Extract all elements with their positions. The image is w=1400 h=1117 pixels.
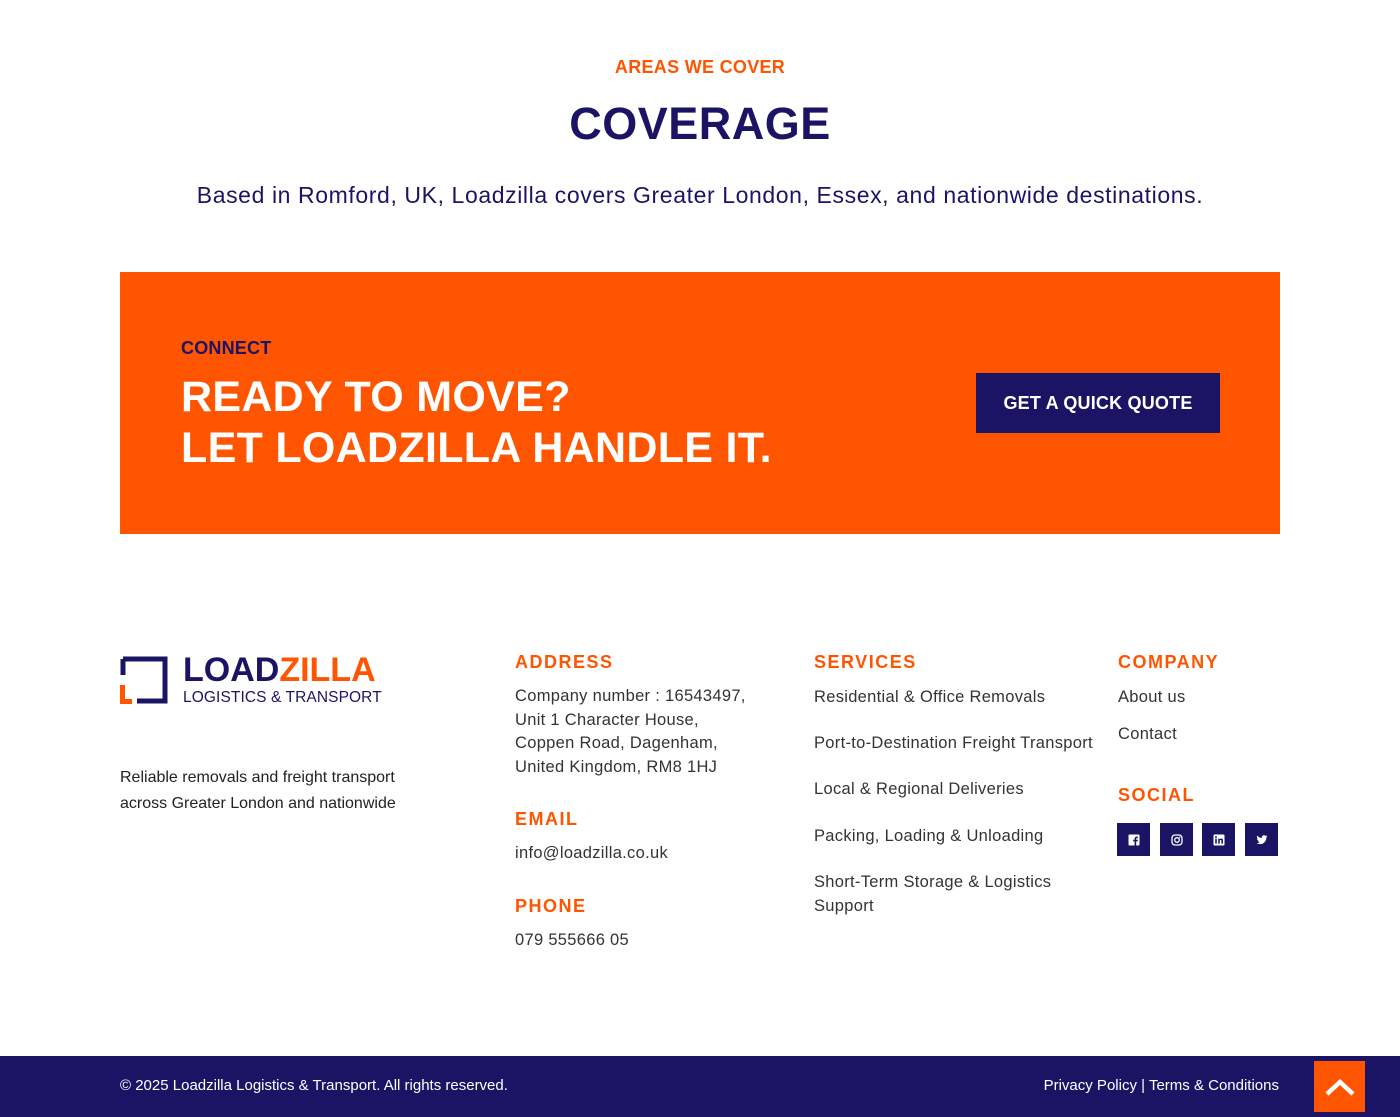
logo-name-part2: ZILLA <box>279 651 376 689</box>
company-link-contact[interactable]: Contact <box>1118 725 1177 743</box>
linkedin-button[interactable] <box>1202 823 1235 856</box>
phone-link[interactable]: 079 555666 05 <box>515 931 630 949</box>
address-line: Coppen Road, Dagenham, <box>515 734 718 752</box>
twitter-button[interactable] <box>1245 823 1278 856</box>
service-link-storage[interactable]: Short-Term Storage & Logistics Support <box>814 873 1052 915</box>
privacy-policy-link[interactable]: Privacy Policy <box>1043 1077 1137 1094</box>
logo-mark-icon <box>120 656 168 704</box>
facebook-button[interactable] <box>1117 823 1150 856</box>
cta-headline <box>181 372 772 474</box>
cta-eyebrow: CONNECT <box>181 338 272 358</box>
footer-logo[interactable] <box>120 653 380 709</box>
legal-separator: | <box>1141 1077 1146 1094</box>
copyright-text: © 2025 Loadzilla Logistics & Transport. All rights reserved. <box>120 1077 508 1094</box>
service-link-deliveries[interactable]: Local & Regional Deliveries <box>814 780 1024 798</box>
cta-headline-line2: LET LOADZILLA HANDLE IT. <box>181 424 772 472</box>
coverage-section <box>0 0 1400 272</box>
service-link-packing[interactable]: Packing, Loading & Unloading <box>814 827 1044 845</box>
social-heading: SOCIAL <box>1118 785 1196 805</box>
logo-name-part1: LOAD <box>183 651 280 689</box>
coverage-description: Based in Romford, UK, Loadzilla covers Greater London, Essex, and nationwide destinations. <box>196 182 1204 208</box>
back-to-top-button[interactable] <box>1314 1061 1365 1112</box>
logo-wordmark <box>183 651 376 690</box>
company-heading: COMPANY <box>1118 652 1220 672</box>
linkedin-icon <box>1213 834 1225 846</box>
address-line: Unit 1 Character House, <box>515 710 699 729</box>
address-line: United Kingdom, RM8 1HJ <box>515 757 718 776</box>
cta-banner <box>120 272 1280 534</box>
service-link-freight[interactable]: Port-to-Destination Freight Transport <box>814 734 1093 752</box>
facebook-icon <box>1128 834 1140 846</box>
services-heading: SERVICES <box>814 652 917 672</box>
address-block <box>515 685 746 779</box>
instagram-icon <box>1171 834 1183 846</box>
address-heading: ADDRESS <box>515 652 614 672</box>
coverage-eyebrow: AREAS WE COVER <box>614 57 786 77</box>
phone-heading: PHONE <box>515 896 587 916</box>
bottom-bar <box>0 1056 1400 1117</box>
legal-links <box>1044 1077 1279 1094</box>
coverage-title: COVERAGE <box>569 98 831 149</box>
instagram-button[interactable] <box>1160 823 1193 856</box>
email-heading: EMAIL <box>515 809 579 829</box>
terms-conditions-link[interactable]: Terms & Conditions <box>1148 1077 1279 1094</box>
footer-about-text: Reliable removals and freight transport across Greater London and nationwide <box>120 769 396 812</box>
service-link-residential[interactable]: Residential & Office Removals <box>814 688 1046 706</box>
company-link-about[interactable]: About us <box>1118 688 1186 706</box>
email-link[interactable]: info@loadzilla.co.uk <box>515 844 668 862</box>
cta-headline-line1: READY TO MOVE? <box>181 373 571 421</box>
chevron-up-icon <box>1325 1077 1355 1097</box>
get-quick-quote-button[interactable]: GET A QUICK QUOTE <box>976 373 1220 433</box>
logo-tagline: LOGISTICS & TRANSPORT <box>183 689 382 706</box>
twitter-icon <box>1256 834 1268 846</box>
address-line: Company number : 16543497, <box>515 687 746 705</box>
